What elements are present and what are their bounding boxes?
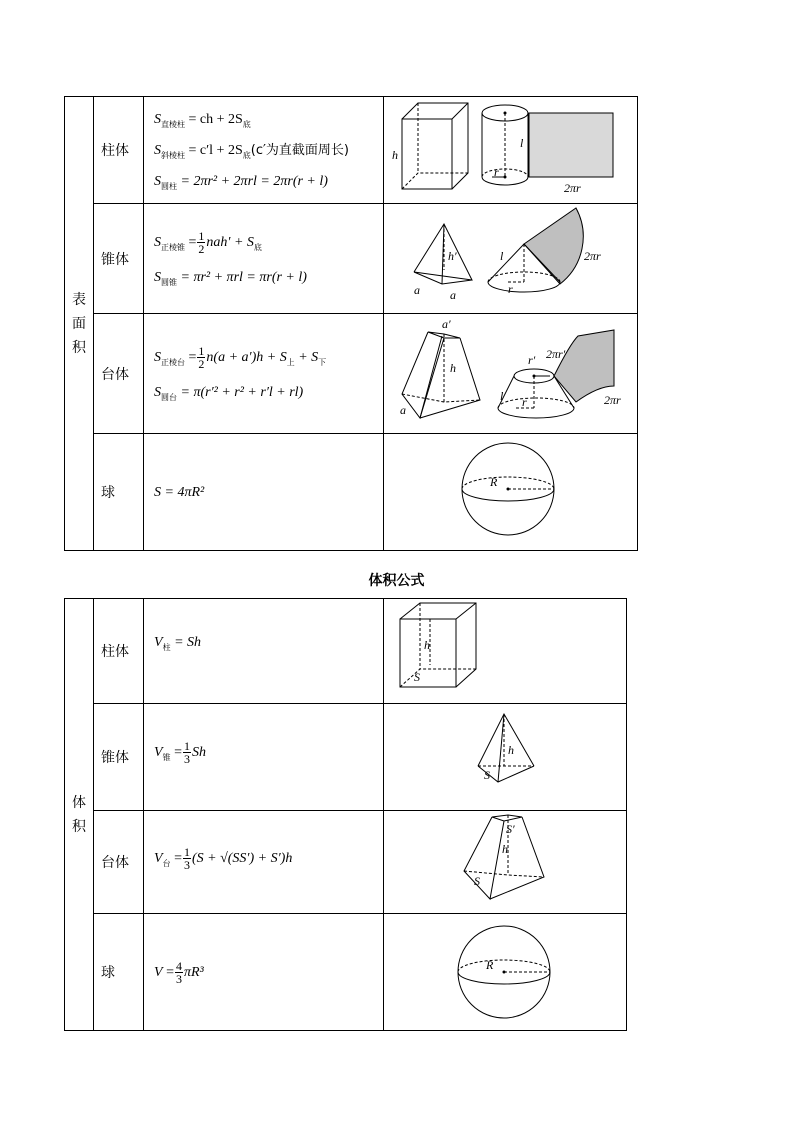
formula-sphere-surface: S = 4πR² — [154, 484, 205, 500]
label-a-prime: a′ — [442, 317, 451, 331]
formula-regular-frustum: $S_{正棱台}$ = $\frac{1}{2}$ $n(a + a')h + S_上 + S_下$ — [154, 344, 327, 372]
label-h: h — [502, 842, 508, 856]
label-S: S — [414, 670, 420, 684]
sphere-figure — [384, 434, 638, 551]
category-char: 体 — [72, 794, 86, 811]
formula-cone: $S_{圆锥} = \pi r^2 + \pi rl = \pi r(r + l)$ — [154, 270, 307, 287]
formula-prism-volume: $V_柱 = Sh$ — [154, 634, 202, 652]
shape-name-prism: 柱体 — [94, 599, 144, 704]
label-l: l — [500, 389, 504, 403]
prism-volume-formula — [144, 599, 384, 704]
label-h: h — [392, 148, 398, 162]
label-r: r — [522, 395, 527, 409]
sphere-volume-figure — [384, 914, 627, 1031]
category-char: 表 — [72, 291, 86, 308]
shape-name-sphere: 球 — [94, 434, 144, 551]
formula-sphere-volume: V = $\frac{4}{3}$ πR³ — [154, 958, 204, 986]
label-h-prime: h′ — [448, 249, 457, 263]
shape-name-pyramid: 锥体 — [94, 704, 144, 811]
shape-name-frustum: 台体 — [94, 314, 144, 434]
pyramid-surface-formulas — [144, 204, 384, 314]
shape-name-frustum: 台体 — [94, 811, 144, 914]
frustum-volume-formula — [144, 811, 384, 914]
label-2pi-r: 2πr — [564, 181, 581, 195]
label-r: r — [508, 282, 513, 296]
prism-volume-figure — [384, 599, 627, 704]
label-a: a — [450, 288, 456, 302]
category-char: 积 — [72, 818, 86, 835]
label-a: a — [400, 403, 406, 417]
label-S: S — [474, 874, 480, 888]
formula-cylinder: $S_{圆柱} = 2\pi r^2 + 2\pi rl = 2\pi r(r + l)$ — [154, 173, 328, 191]
shape-name-sphere: 球 — [94, 914, 144, 1031]
label-2pi-r-prime: 2πr′ — [546, 347, 566, 361]
label-h: h — [450, 361, 456, 375]
label-R: R — [486, 958, 494, 972]
prism-cylinder-figure — [384, 97, 638, 204]
shape-name-prism: 柱体 — [94, 97, 144, 204]
frustum-figure — [384, 314, 638, 434]
sphere-surface-formula — [144, 434, 384, 551]
volume-category — [65, 599, 94, 1031]
formula-oblique-prism: $S_{斜棱柱} = c'l + 2S_底(c'$为直截面周长) — [154, 142, 349, 160]
category-char: 积 — [72, 339, 86, 356]
pyramid-volume-formula — [144, 704, 384, 811]
label-h: h — [508, 743, 514, 757]
label-r: r — [494, 165, 499, 179]
frustum-volume-figure — [384, 811, 627, 914]
label-S-prime: S′ — [506, 822, 515, 836]
formula-frustum-volume: $V_台$ = $\frac{1}{3}$ (S + √(SS′) + S′)h — [154, 844, 293, 872]
shape-name-pyramid: 锥体 — [94, 204, 144, 314]
label-2pi-r: 2πr — [604, 393, 621, 407]
frustum-surface-formulas — [144, 314, 384, 434]
label-S: S — [484, 768, 490, 782]
pyramid-cone-figure — [384, 204, 638, 314]
pyramid-volume-figure — [384, 704, 627, 811]
label-l: l — [500, 249, 504, 263]
category-char: 面 — [72, 315, 86, 332]
formula-cone-frustum: $S_{圆台} = \pi(r'^2 + r^2 + r'l + rl)$ — [154, 385, 304, 402]
formula-pyramid-volume: $V_锥$ = $\frac{1}{3}$ Sh — [154, 738, 206, 766]
label-l: l — [520, 136, 524, 150]
surface-area-table — [64, 96, 638, 551]
volume-table — [64, 598, 627, 1031]
formula-right-prism: $S_{直棱柱}$ = ch + $2S_底$ — [154, 111, 251, 129]
sphere-volume-formula — [144, 914, 384, 1031]
volume-section-title: 体积公式 — [368, 573, 425, 589]
label-2pi-r: 2πr — [584, 249, 601, 263]
label-r-prime: r′ — [528, 353, 536, 367]
surface-area-category — [65, 97, 94, 551]
label-a: a — [414, 283, 420, 297]
formula-regular-pyramid: $S_{正棱锥}$ = $\frac{1}{2}$ $nah' + S_底$ — [154, 229, 262, 257]
prism-surface-formulas — [144, 97, 384, 204]
label-h: h — [424, 638, 430, 652]
label-R: R — [490, 475, 498, 489]
